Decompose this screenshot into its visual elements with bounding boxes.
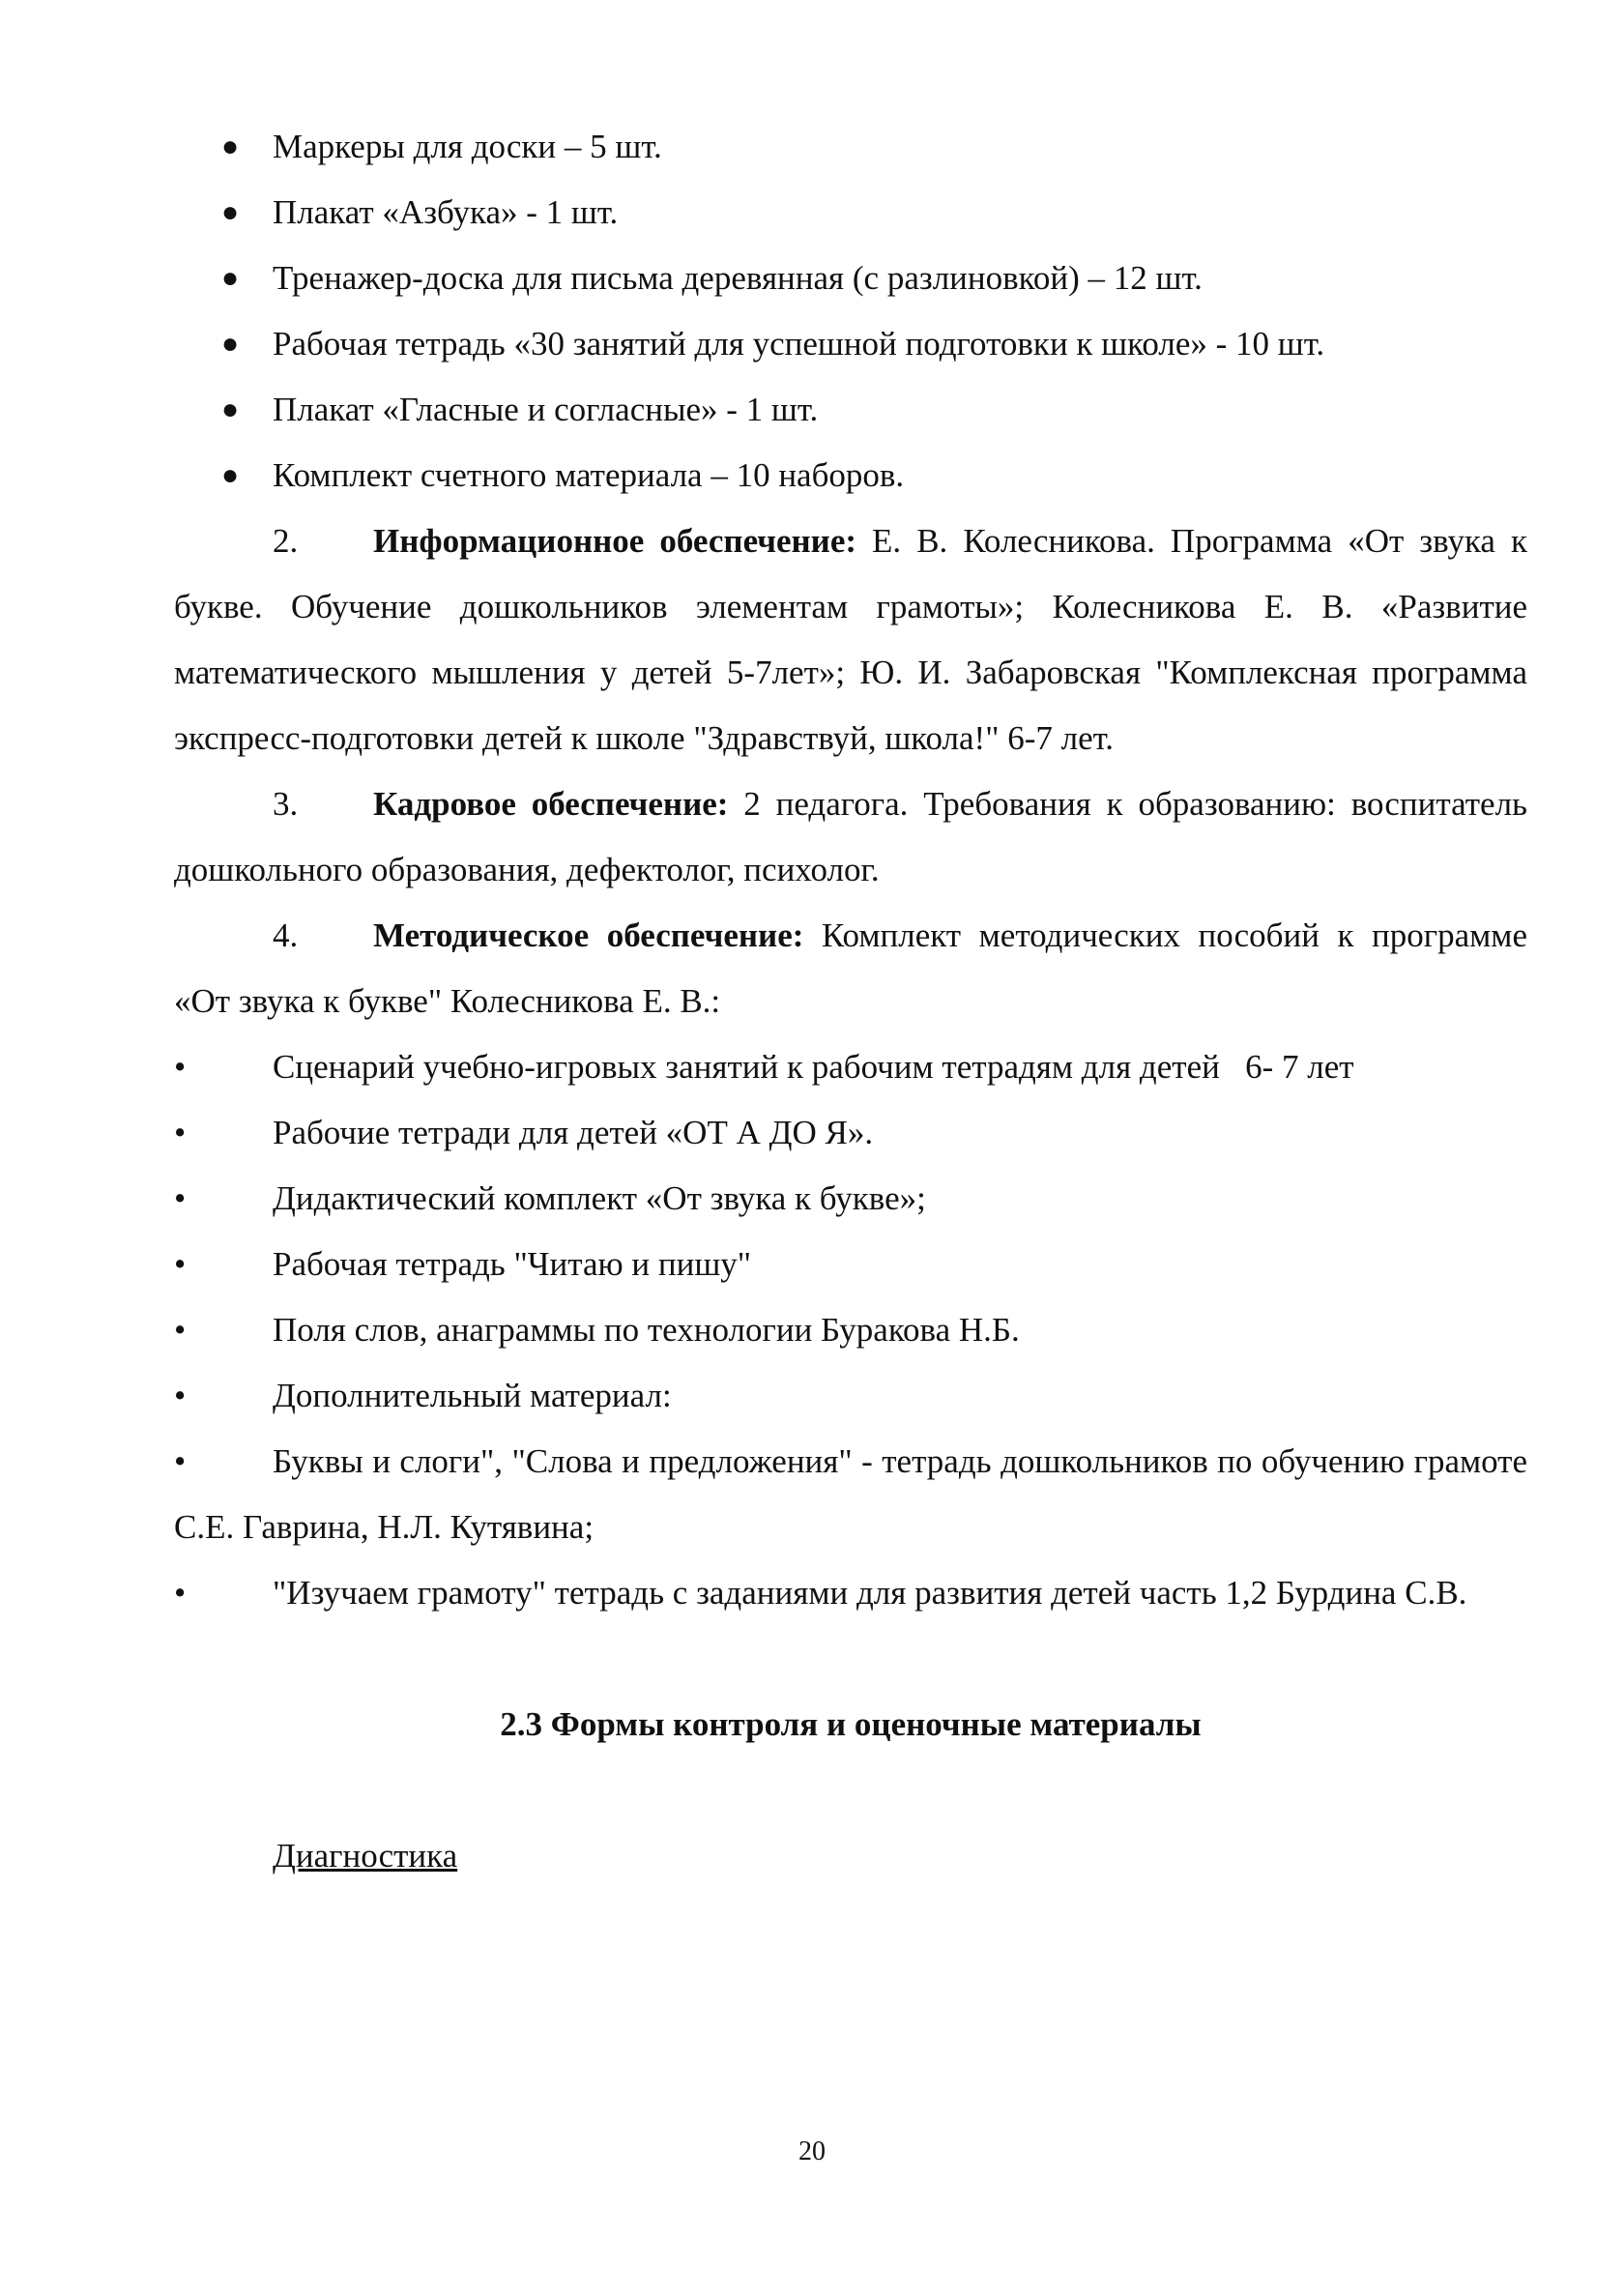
diagnostics-subheading: Диагностика <box>273 1837 458 1875</box>
section-heading: 2.3 Формы контроля и оценочные материалы <box>500 1705 1202 1743</box>
bullet-icon: • <box>174 1048 187 1086</box>
section-number: 3. <box>273 785 299 823</box>
section-text: Комплект методических пособий к программе «От звука к букве" Колесникова Е. В.: <box>174 916 1527 1020</box>
staff-support-paragraph <box>174 771 1527 903</box>
list-item: ● Плакат «Гласные и согласные» - 1 шт. <box>174 377 1527 443</box>
bullet-icon: • <box>174 1311 187 1349</box>
list-item: • Поля слов, анаграммы по технологии Буракова Н.Б. <box>174 1297 1527 1363</box>
section-title: Методическое обеспечение: <box>373 916 804 954</box>
list-item: • Дидактический комплект «От звука к букве»; <box>174 1166 1527 1232</box>
list-item: ● Тренажер-доска для письма деревянная (с разлиновкой) – 12 шт. <box>174 246 1527 311</box>
bullet-icon: ● <box>221 393 240 425</box>
methodical-list <box>174 1034 1527 1626</box>
list-item: • Сценарий учебно-игровых занятий к рабочим тетрадям для детей 6- 7 лет <box>174 1034 1527 1100</box>
bullet-icon: ● <box>221 196 240 228</box>
bullet-icon: • <box>174 1377 187 1414</box>
bullet-icon: ● <box>221 328 240 360</box>
bullet-icon: • <box>174 1245 187 1283</box>
equipment-list <box>174 114 1527 509</box>
list-item: ● Плакат «Азбука» - 1 шт. <box>174 180 1527 246</box>
section-text: 2 педагога. Требования к образованию: воспитатель дошкольного образования, дефектолог, психолог. <box>174 785 1527 888</box>
bullet-icon: ● <box>221 262 240 294</box>
list-item: • Рабочие тетради для детей «ОТ А ДО Я». <box>174 1100 1527 1166</box>
list-item: • Рабочая тетрадь "Читаю и пишу" <box>174 1232 1527 1297</box>
page-content <box>174 114 1527 1889</box>
bullet-icon: ● <box>221 131 240 162</box>
list-item: ● Маркеры для доски – 5 шт. <box>174 114 1527 180</box>
list-item: ● Комплект счетного материала – 10 наборов. <box>174 443 1527 509</box>
list-item: • "Изучаем грамоту" тетрадь с заданиями для развития детей часть 1,2 Бурдина С.В. <box>174 1560 1527 1626</box>
info-support-paragraph <box>174 509 1527 771</box>
bullet-icon: ● <box>221 459 240 491</box>
list-item: • Буквы и слоги", "Слова и предложения" - тетрадь дошкольников по обучению грамоте С.Е. Гаврина, Н.Л. Кутявина; <box>174 1429 1527 1560</box>
list-item: ● Рабочая тетрадь «30 занятий для успешной подготовки к школе» - 10 шт. <box>174 311 1527 377</box>
bullet-icon: • <box>174 1574 187 1612</box>
page-number: 20 <box>798 2136 826 2166</box>
section-title: Кадровое обеспечение: <box>373 785 729 823</box>
section-number: 4. <box>273 916 299 954</box>
bullet-icon: • <box>174 1179 187 1217</box>
list-item: • Дополнительный материал: <box>174 1363 1527 1429</box>
bullet-icon: • <box>174 1442 187 1480</box>
section-title: Информационное обеспечение: <box>373 522 857 560</box>
section-text: Е. В. Колесникова. Программа «От звука к букве. Обучение дошкольников элементам грамоты»; Колесникова Е. В. «Развитие математического мышления у детей 5-7лет»; Ю. И. Забаровская "Комплексная программа экспресс-подготовки детей к школе "Здравствуй, школа!" 6-7 лет. <box>174 522 1527 757</box>
section-number: 2. <box>273 522 299 560</box>
bullet-icon: • <box>174 1114 187 1151</box>
methodical-support-paragraph <box>174 903 1527 1034</box>
